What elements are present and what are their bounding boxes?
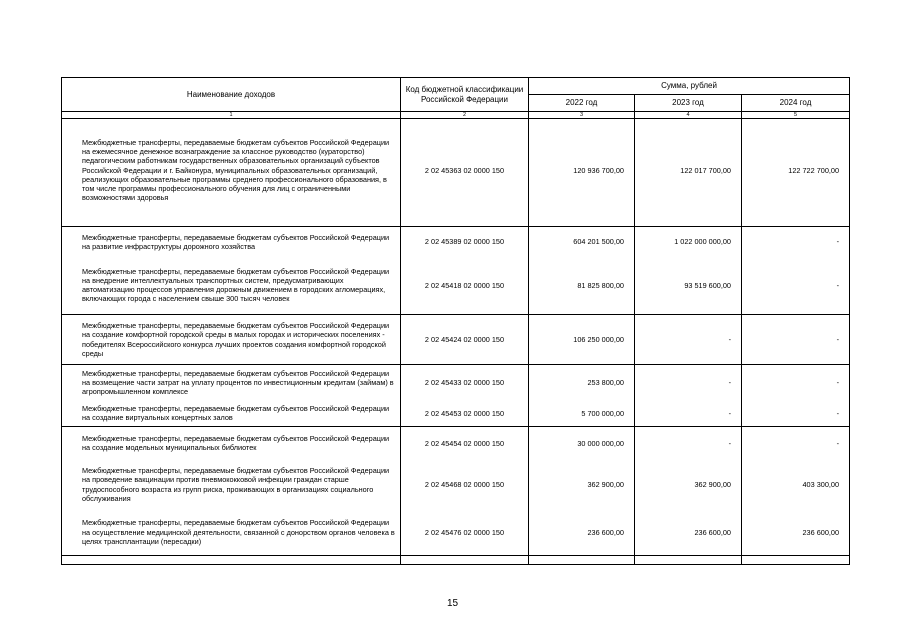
row-code: 2 02 45389 02 0000 150	[401, 227, 529, 257]
column-number: 3	[529, 112, 635, 119]
row-name: Межбюджетные трансферты, передаваемые бюджетам субъектов Российской Федерации на внедрение интеллектуальных транспортных систем, предусматривающих автоматизацию процессов управления дорожным движением в городских агломерациях, включающих города с населением свыше 300 тысяч человек	[62, 257, 401, 315]
row-amount-2023: -	[635, 365, 742, 401]
column-number: 1	[62, 112, 401, 119]
row-amount-2022: 106 250 000,00	[529, 315, 635, 365]
header-year-2022: 2022 год	[529, 95, 635, 112]
row-code: 2 02 45453 02 0000 150	[401, 401, 529, 427]
row-amount-2023: -	[635, 401, 742, 427]
row-name: Межбюджетные трансферты, передаваемые бюджетам субъектов Российской Федерации на проведение вакцинации против пневмококковой инфекции граждан старше трудоспособного возраста из групп риска, проживающих в организациях социального обслуживания	[62, 460, 401, 510]
table-row	[62, 427, 850, 460]
header-code: Код бюджетной классификации Российской Федерации	[401, 78, 529, 112]
row-code: 2 02 45433 02 0000 150	[401, 365, 529, 401]
row-code: 2 02 45363 02 0000 150	[401, 119, 529, 222]
table-row	[62, 365, 850, 401]
row-amount-2023: 362 900,00	[635, 460, 742, 510]
row-amount-2023: -	[635, 427, 742, 460]
row-amount-2022: 81 825 800,00	[529, 257, 635, 315]
row-amount-2023: 93 519 600,00	[635, 257, 742, 315]
row-code: 2 02 45476 02 0000 150	[401, 510, 529, 556]
row-name: Межбюджетные трансферты, передаваемые бюджетам субъектов Российской Федерации на осуществление медицинской деятельности, связанной с донорством органов человека в целях трансплантации (пересадки)	[62, 510, 401, 556]
row-amount-2023: 122 017 700,00	[635, 119, 742, 222]
row-code: 2 02 45424 02 0000 150	[401, 315, 529, 365]
row-code: 2 02 45454 02 0000 150	[401, 427, 529, 460]
column-number: 5	[742, 112, 850, 119]
table-row	[62, 119, 850, 222]
row-code: 2 02 45418 02 0000 150	[401, 257, 529, 315]
row-amount-2024: -	[742, 365, 850, 401]
row-amount-2024: -	[742, 227, 850, 257]
row-amount-2022: 253 800,00	[529, 365, 635, 401]
empty-row	[62, 556, 850, 565]
header-year-2023: 2023 год	[635, 95, 742, 112]
budget-revenue-table	[61, 77, 850, 565]
row-name: Межбюджетные трансферты, передаваемые бюджетам субъектов Российской Федерации на создание комфортной городской среды в малых городах и исторических поселениях - победителях Всероссийского конкурса лучших проектов создания комфортной городской среды	[62, 315, 401, 365]
page-number: 15	[446, 598, 459, 609]
row-name: Межбюджетные трансферты, передаваемые бюджетам субъектов Российской Федерации на создание виртуальных концертных залов	[62, 401, 401, 427]
table-row	[62, 401, 850, 427]
table-row	[62, 257, 850, 315]
row-amount-2024: -	[742, 401, 850, 427]
row-amount-2024: 122 722 700,00	[742, 119, 850, 222]
table-row	[62, 460, 850, 510]
row-amount-2022: 5 700 000,00	[529, 401, 635, 427]
column-numbers-row	[62, 112, 850, 119]
row-amount-2023: 236 600,00	[635, 510, 742, 556]
column-number: 4	[635, 112, 742, 119]
column-number: 2	[401, 112, 529, 119]
row-name: Межбюджетные трансферты, передаваемые бюджетам субъектов Российской Федерации на создание модельных муниципальных библиотек	[62, 427, 401, 460]
row-name: Межбюджетные трансферты, передаваемые бюджетам субъектов Российской Федерации на развитие инфраструктуры дорожного хозяйства	[62, 227, 401, 257]
row-amount-2022: 604 201 500,00	[529, 227, 635, 257]
row-amount-2022: 362 900,00	[529, 460, 635, 510]
row-code: 2 02 45468 02 0000 150	[401, 460, 529, 510]
row-amount-2024: -	[742, 257, 850, 315]
row-name: Межбюджетные трансферты, передаваемые бюджетам субъектов Российской Федерации на ежемесячное денежное вознаграждение за классное руководство (кураторство) педагогическим работникам государственных образовательных организаций субъектов Российской Федерации и г. Байконура, муниципальных образовательных организаций, реализующих образовательные программы среднего профессионального образования, в том числе программы профессионального обучения для лиц с ограниченными возможностями здоровья	[62, 119, 401, 222]
row-amount-2022: 236 600,00	[529, 510, 635, 556]
header-sum: Сумма, рублей	[529, 78, 850, 95]
table-row	[62, 510, 850, 556]
row-amount-2022: 30 000 000,00	[529, 427, 635, 460]
header-year-2024: 2024 год	[742, 95, 850, 112]
row-name: Межбюджетные трансферты, передаваемые бюджетам субъектов Российской Федерации на возмещение части затрат на уплату процентов по инвестиционным кредитам (займам) в агропромышленном комплексе	[62, 365, 401, 401]
row-amount-2023: 1 022 000 000,00	[635, 227, 742, 257]
header-name: Наименование доходов	[62, 78, 401, 112]
row-amount-2024: 236 600,00	[742, 510, 850, 556]
row-amount-2024: -	[742, 315, 850, 365]
row-amount-2022: 120 936 700,00	[529, 119, 635, 222]
row-amount-2023: -	[635, 315, 742, 365]
table-row	[62, 315, 850, 365]
table-row	[62, 227, 850, 257]
row-amount-2024: -	[742, 427, 850, 460]
row-amount-2024: 403 300,00	[742, 460, 850, 510]
